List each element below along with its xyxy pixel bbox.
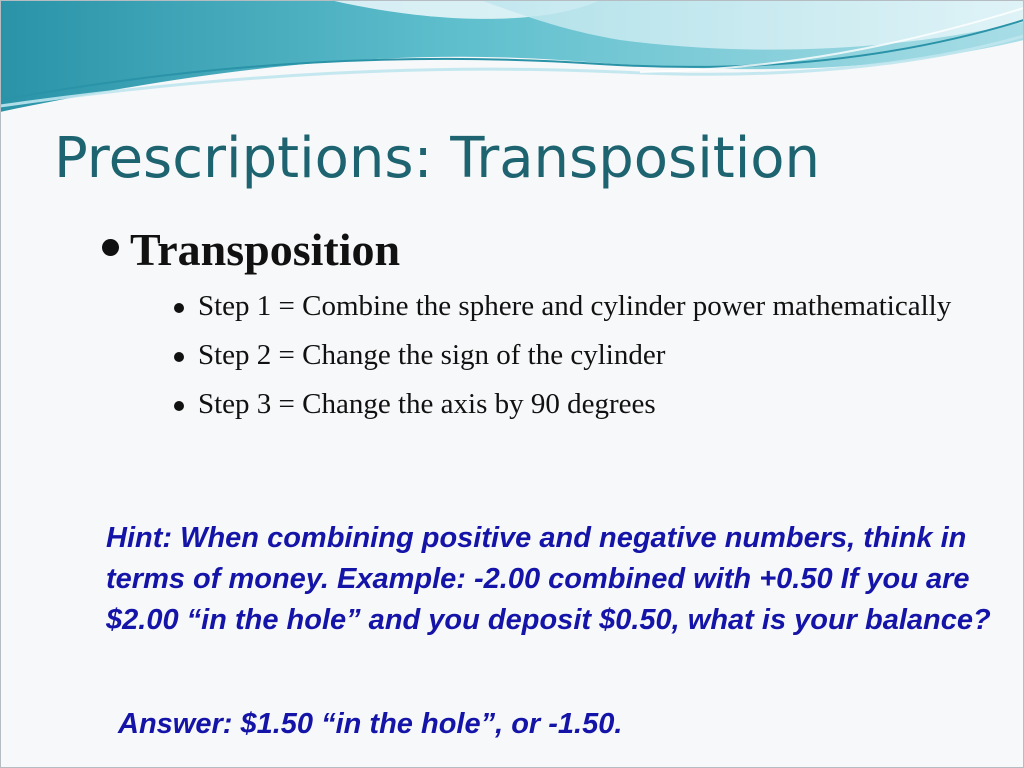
main-bullet [100,222,980,424]
header-wave-decoration [0,0,1024,120]
bullet-dot-icon [102,239,119,256]
slide-title: Prescriptions: Transposition [54,126,821,191]
step-text: Step 3 = Change the axis by 90 degrees [198,388,656,420]
step-item [130,384,980,424]
step-item [130,286,980,326]
hint-text: Hint: When combining positive and negative numbers, think in terms of money. Example: -2.00 combined with +0.50 If you are $2.00 “in the hole” and you deposit $0.50, what is your balance? [106,522,991,636]
bullet-dot-icon [174,401,184,411]
step-item [130,335,980,375]
answer-text: Answer: $1.50 “in the hole”, or -1.50. [118,708,623,740]
steps-list [130,286,980,424]
bullet-dot-icon [174,303,184,313]
main-bullet-text: Transposition [130,224,401,275]
step-text: Step 1 = Combine the sphere and cylinder power mathematically [198,290,952,322]
bullet-dot-icon [174,352,184,362]
step-text: Step 2 = Change the sign of the cylinder [198,339,666,371]
bullet-list [100,222,980,433]
